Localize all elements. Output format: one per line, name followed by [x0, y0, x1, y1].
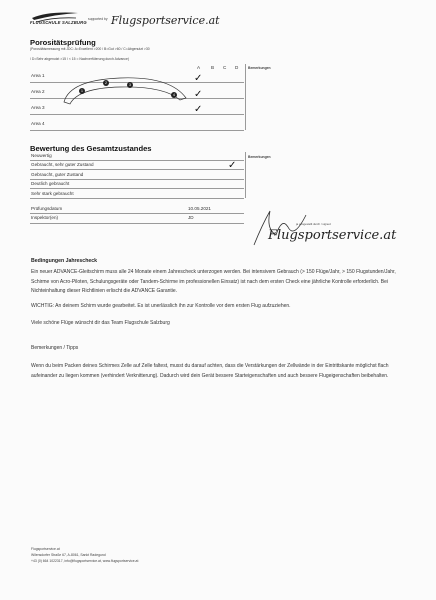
porositaet-remarks-label: Bemerkungen: [248, 66, 271, 70]
partner-logo: [111, 11, 220, 29]
inspection-date-label: Prüfungsdatum: [31, 206, 63, 211]
condition-divider-1: [30, 160, 244, 161]
area-divider-4: [30, 130, 244, 131]
wing-marker-3-label: 3: [129, 83, 131, 87]
area-3-check: ✓: [194, 104, 203, 115]
area-2-label: Area 2: [31, 89, 45, 94]
condition-very-good: Gebraucht, sehr guter Zustand: [31, 162, 94, 167]
column-b: B: [211, 65, 215, 70]
tipps-title: Bemerkungen / Tipps: [31, 345, 79, 351]
porositaet-title: Porositätsprüfung: [30, 38, 96, 47]
column-c: C: [223, 65, 227, 70]
bedingungen-paragraph-2: WICHTIG: An deinem Schirm wurde gearbeitet. Es ist unerlässlich ihn zur Kontrolle vor dem ersten Flug aufzuziehen.: [31, 303, 291, 309]
bedingungen-title: Bedingungen Jahrescheck: [31, 258, 98, 264]
column-d: D: [235, 65, 239, 70]
area-divider-3: [30, 114, 244, 115]
footer-line-3: +43 (0) 664 1022317, info@flugsportservice.at, www.flugsportservice.at: [31, 559, 139, 563]
area-1-check: ✓: [194, 73, 203, 84]
tipps-paragraph: Wenn du beim Packen deines Schirmes Zelle auf Zelle faltest, musst du darauf achten, dass die Verstärkungen der Zellwände in der Eintrittskante möglichst flach aufeinander zu liegen kommen (verhindert Verknitterung). Dadurch wird dein Gerät bessere Starteigenschaften und auch bessere Flugeigenschaften beibehalten.: [31, 363, 389, 379]
bedingungen-paragraph-3: Viele schöne Flüge wünscht dir das Team Flugschule Salzburg: [31, 320, 170, 326]
wing-marker-1: [79, 88, 85, 94]
area-1-label: Area 1: [31, 73, 45, 78]
partner-logo-text: Flugsportservice.at: [111, 14, 220, 27]
wing-marker-4-label: 4: [173, 93, 175, 97]
inspection-date-value: 10.05.2021: [188, 206, 211, 211]
stamp-logo-text: Flugsportservice.at: [268, 228, 397, 243]
wing-marker-2-label: 2: [105, 81, 107, 85]
porositaet-subtitle: (Porositätsmessung mit JDC: A=Excellent >200 / B=Gut >60 / C=Abgenutzt >30: [30, 47, 150, 51]
condition-heavily-used: Sehr stark gebraucht: [31, 191, 74, 196]
area-2-check: ✓: [194, 89, 203, 100]
condition-used: Deutlich gebraucht: [31, 181, 70, 186]
gesamtzustand-remarks-label: Bemerkungen: [248, 155, 271, 159]
condition-divider-4: [30, 188, 244, 189]
condition-divider-5: [30, 198, 244, 199]
remarks-divider: [245, 64, 246, 130]
column-a: A: [197, 65, 201, 70]
stamp-logo: [268, 226, 396, 244]
condition-divider-2: [30, 169, 244, 170]
condition-new: Neuwertig: [31, 153, 52, 158]
stamp-small-text: ja ausgestellt durch / signed: [296, 222, 331, 226]
wing-marker-1-label: 1: [81, 89, 83, 93]
wing-marker-3: [127, 82, 133, 88]
wing-marker-4: [171, 92, 177, 98]
bedingungen-paragraph-1: Ein neuer ADVANCE-Gleitschirm muss alle 24 Monate einem Jahrescheck unterzogen werden. Bei intensivem Gebrauch (> 150 Flüge/Jahr, > 150 Flugstunden/Jahr, Schirme von Acro-Piloten, Schulungsgeräte oder Tandem-Schirme im professionellen Einsatz) ist nach dem ersten Check eine jährliche Kontrolle erforderlich. Bei Nichteinhaltung dieser Richtlinien erlischt die ADVANCE Garantie.: [31, 269, 396, 294]
supported-by-label: supported by: [88, 17, 108, 21]
wing-marker-2: [103, 80, 109, 86]
area-3-label: Area 3: [31, 105, 45, 110]
inspector-label: Inspektor(en): [31, 215, 59, 220]
condition-good: Gebraucht, guter Zustand: [31, 172, 84, 177]
brand-logo: [28, 10, 87, 32]
footer-line-2: Wilensdorfer Straße 67, A-8061, Sankt Radegund: [31, 553, 106, 557]
inspection-divider-1: [30, 213, 244, 214]
inspection-divider-2: [30, 223, 244, 224]
area-4-label: Area 4: [31, 121, 45, 126]
inspector-value: JD: [188, 215, 194, 220]
condition-very-good-check: ✓: [228, 160, 237, 171]
footer-line-1: Flugsportservice.at: [31, 547, 60, 551]
porositaet-subtitle-2: / D=Sehr abgenutzt >15 / < 15 = Nachverfüterung durch Advance): [30, 57, 129, 61]
gesamtzustand-title: Bewertung des Gesamtzustandes: [30, 144, 152, 153]
brand-logo-text: FLUGSCHULE SALZBURG: [30, 20, 87, 25]
gesamt-remarks-divider: [245, 152, 246, 198]
condition-divider-3: [30, 179, 244, 180]
